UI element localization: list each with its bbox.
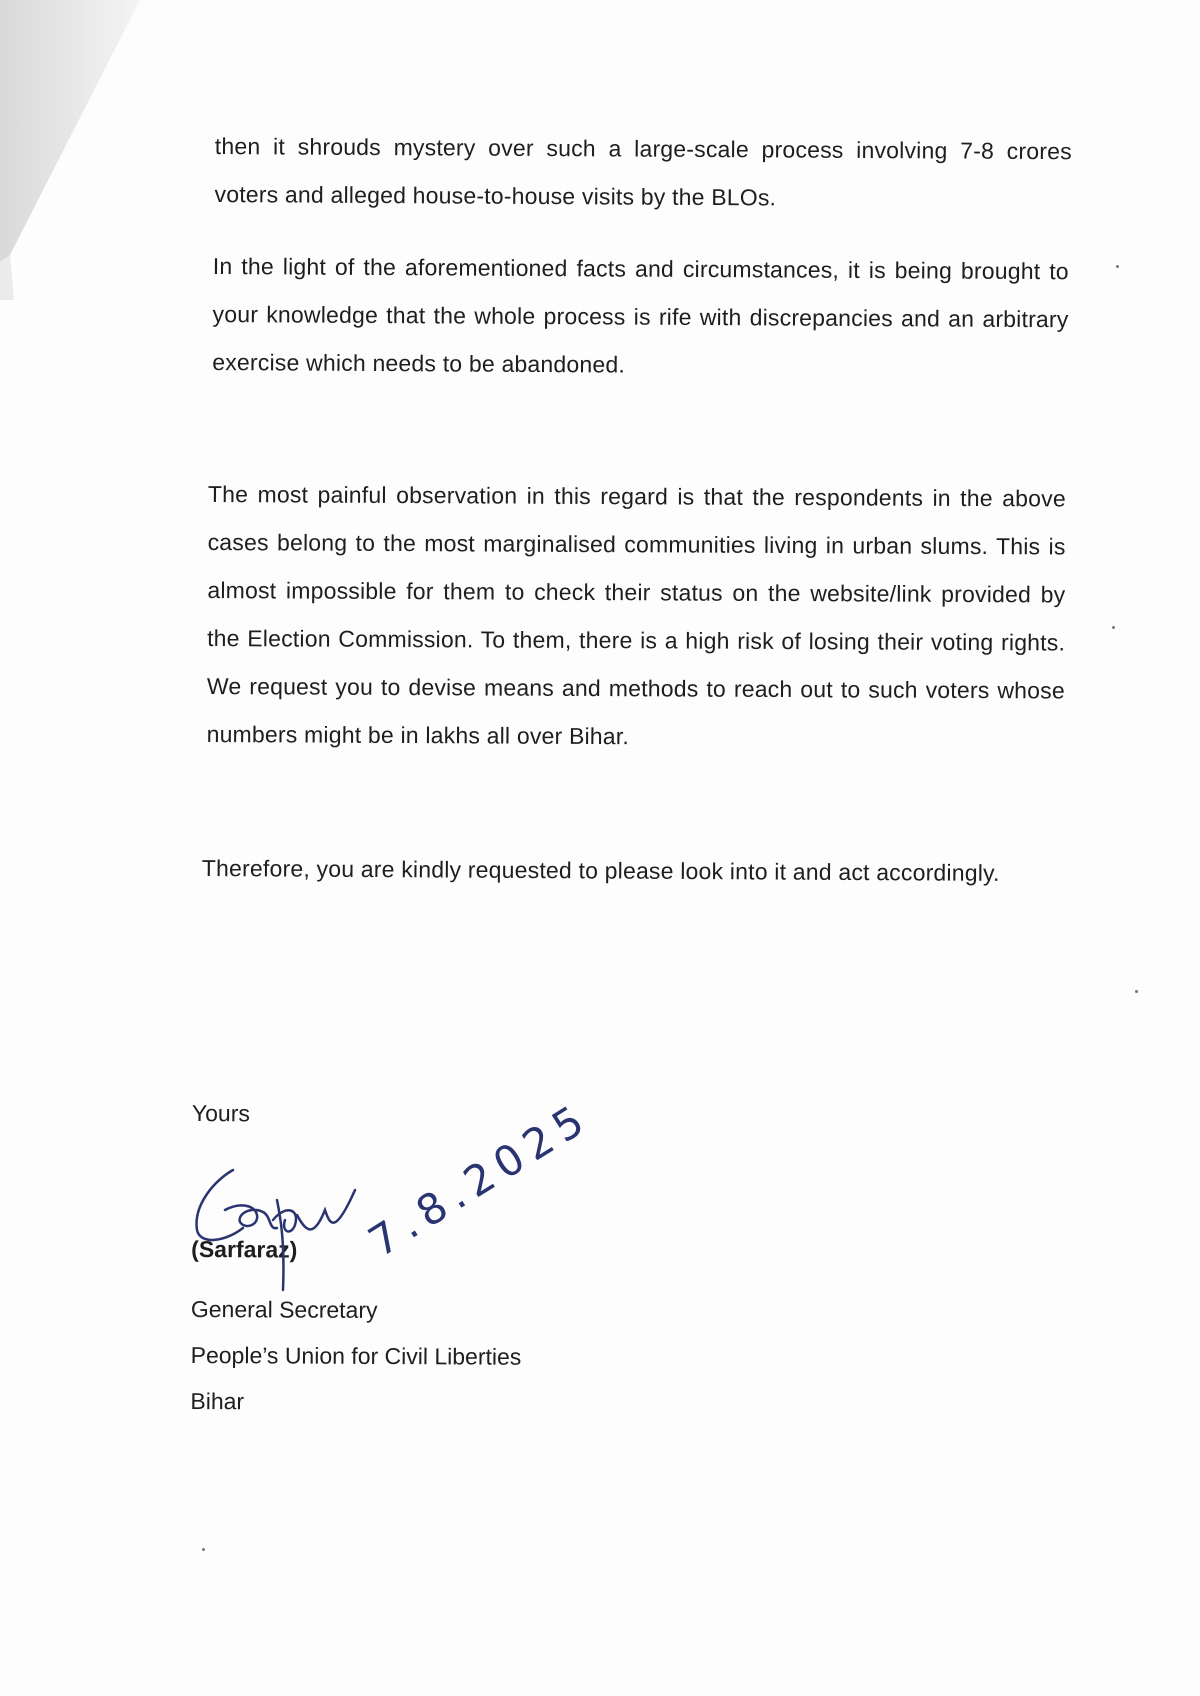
folded-corner-shadow	[0, 0, 160, 300]
organization-name: People’s Union for Civil Liberties	[190, 1341, 522, 1370]
handwritten-date: 7.8.2025	[360, 1091, 599, 1267]
location-text: Bihar	[190, 1387, 245, 1415]
paper-speck	[1135, 990, 1138, 993]
paragraph-discrepancies: In the light of the aforementioned facts and circumstances, it is being brought to your knowledge that the whole process is rife with discrepancies and an arbitrary exercise which needs to be abandoned.	[212, 252, 1069, 378]
paper-speck	[1116, 265, 1119, 268]
paper-speck	[202, 1548, 205, 1551]
signatory-name: (Sarfaraz)	[191, 1235, 298, 1263]
paragraph-continuation: then it shrouds mystery over such a large-scale process involving 7-8 crores voters and alleged house-to-house visits by the BLOs.	[214, 132, 1072, 211]
signatory-title: General Secretary	[190, 1295, 378, 1323]
paragraph-request: Therefore, you are kindly requested to please look into it and act accordingly.	[201, 854, 1000, 886]
paragraph-marginalised-communities: The most painful observation in this regard is that the respondents in the above cases belong to the most marginalised communities living in urban slums. This is almost impossible for them to check their status on the website/link provided by the Election Commission. To them, there is a high risk of losing their voting rights. We request you to devise means and methods to reach out to such voters whose numbers might be in lakhs all over Bihar.	[206, 480, 1066, 750]
paper-speck	[1112, 626, 1115, 629]
closing-text: Yours	[191, 1100, 250, 1127]
